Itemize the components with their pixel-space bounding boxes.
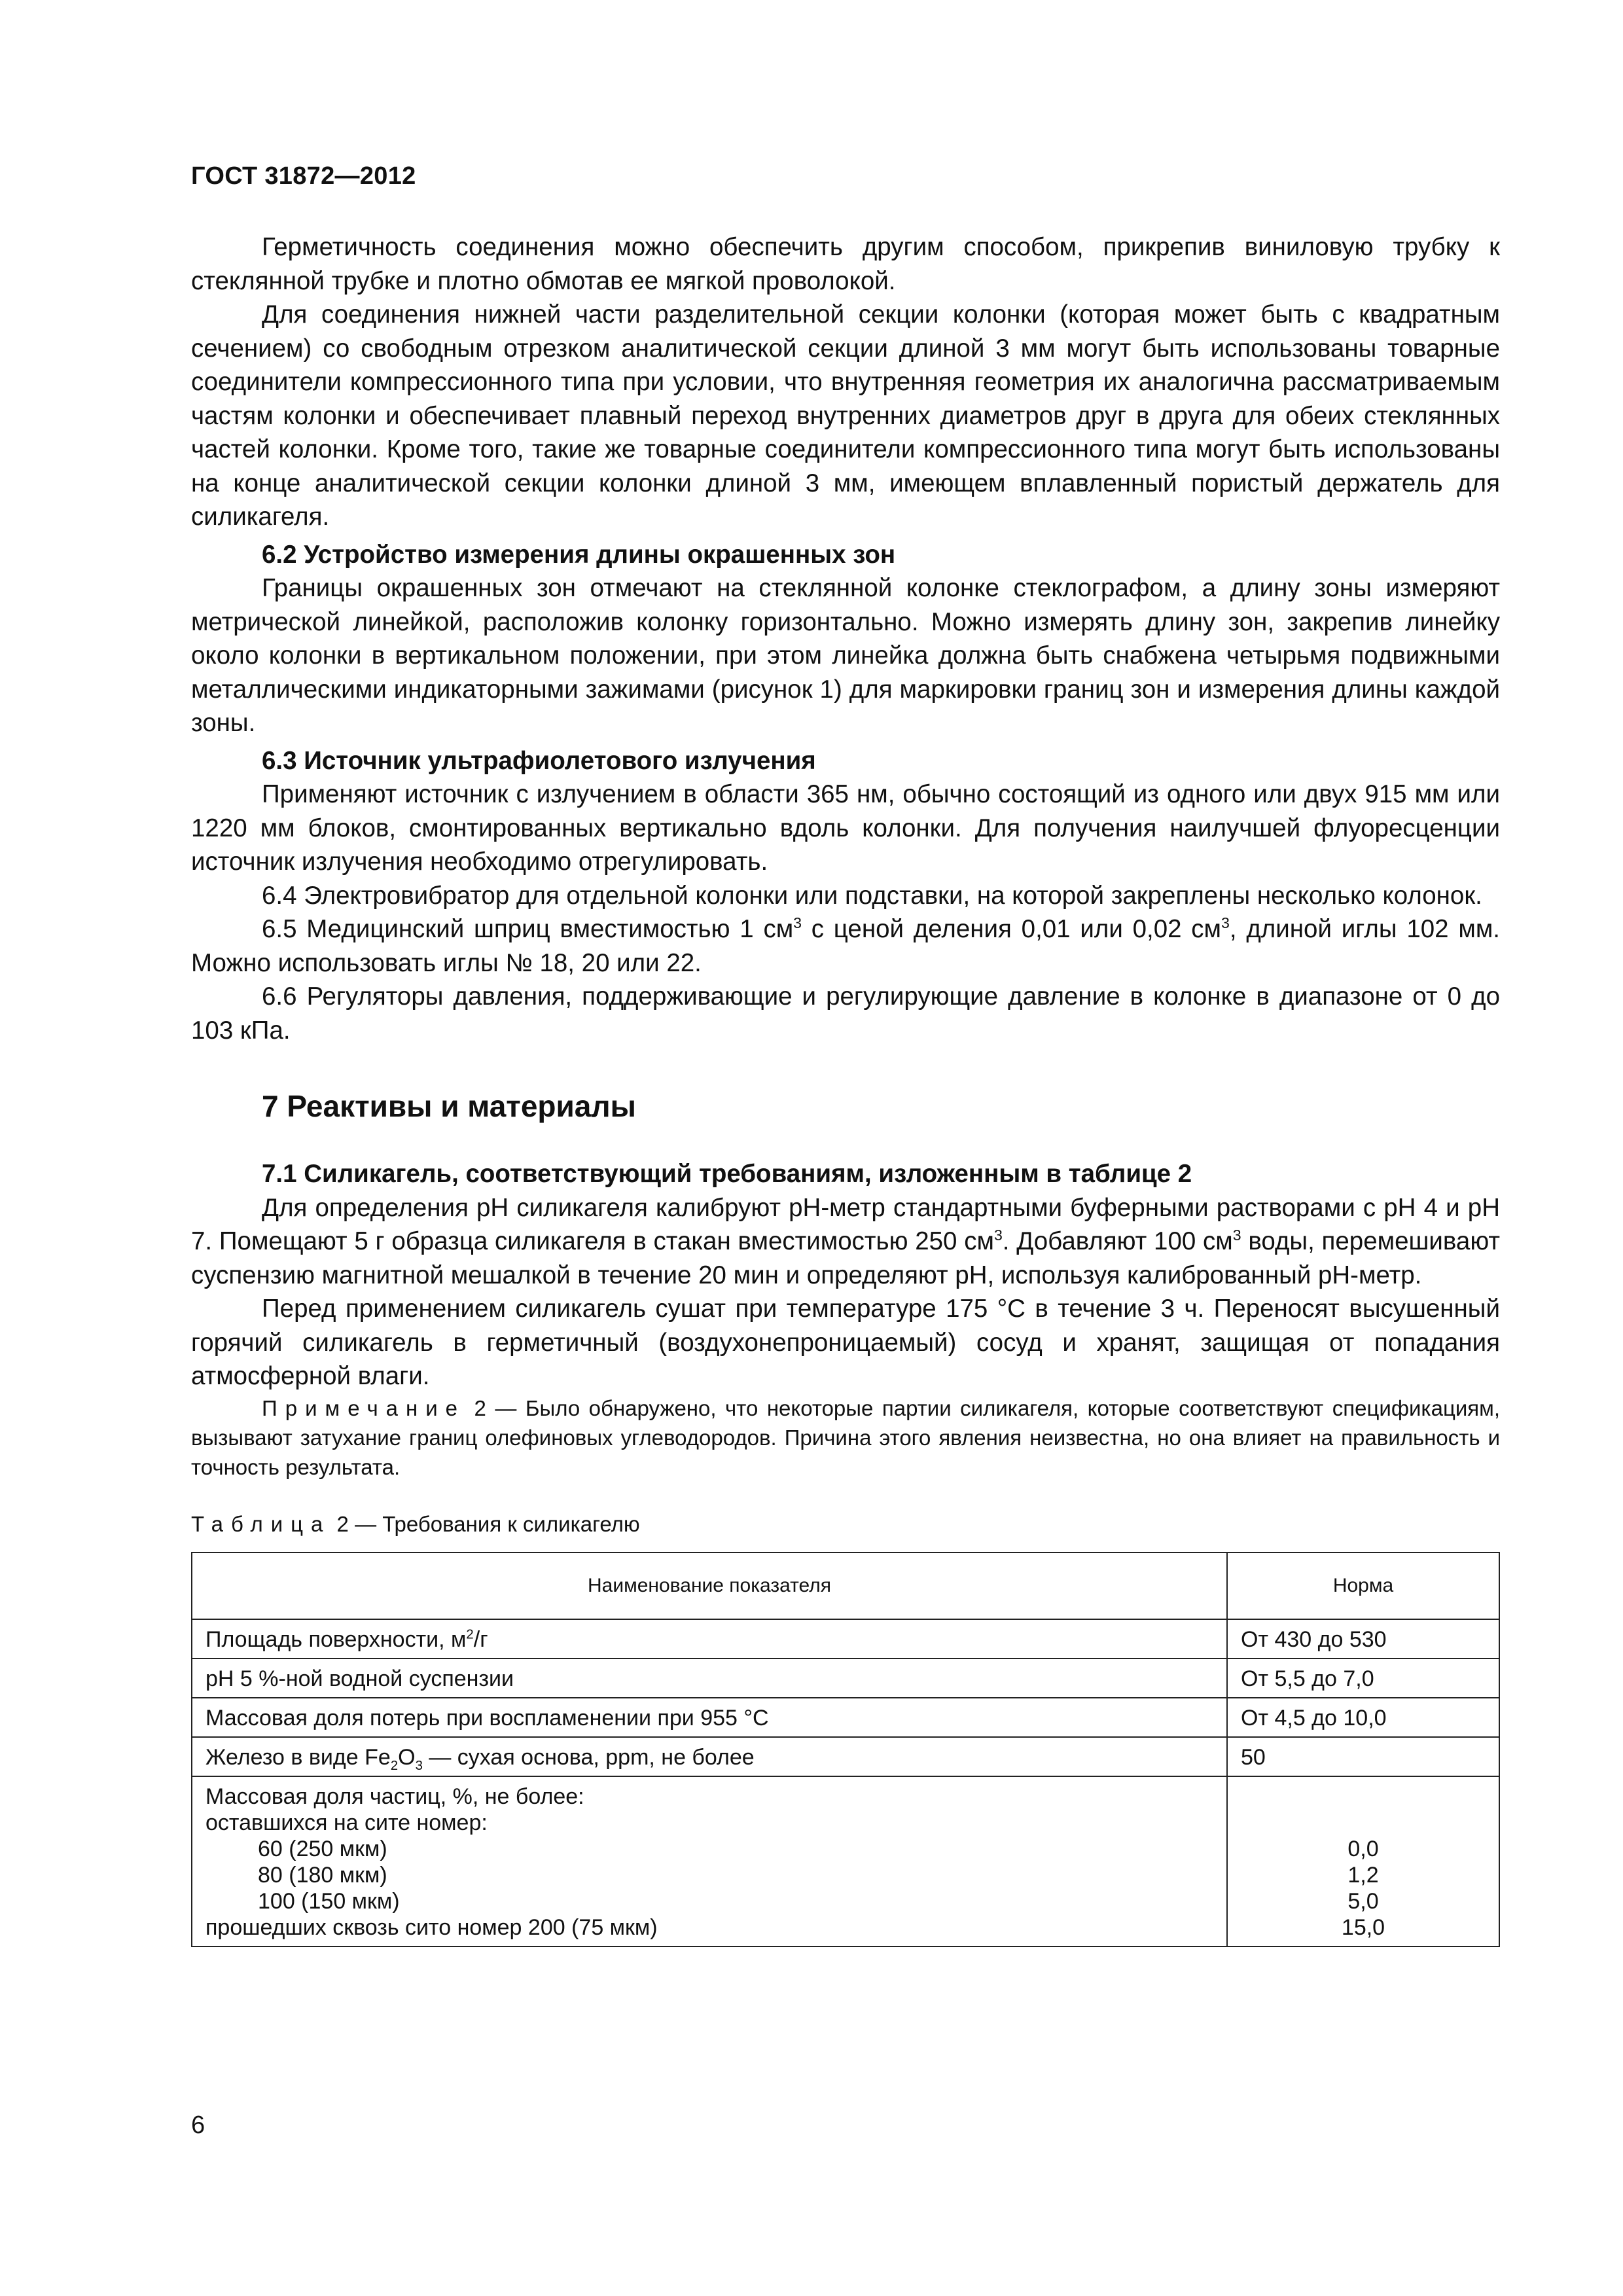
- paragraph: Перед применением силикагель сушат при температуре 175 °С в течение 3 ч. Переносят высушенный горячий силикагель в герметичный (воздухонепроницаемый) сосуд и хранят, защищая от попадания атмосферной влаги.: [191, 1295, 1500, 1390]
- document-header: ГОСТ 31872—2012: [191, 162, 416, 190]
- subsection-heading-6-2: 6.2 Устройство измерения длины окрашенных зон: [262, 540, 896, 569]
- particles-heading: Массовая доля частиц, %, не более:: [205, 1784, 584, 1809]
- table-cell: [192, 1776, 1227, 1946]
- section-heading-7: 7 Реактивы и материалы: [262, 1089, 636, 1123]
- paragraph: Герметичность соединения можно обеспечить другим способом, прикрепив виниловую трубку к стеклянной трубке и плотно обмотав ее мягкой проволокой.: [191, 233, 1500, 295]
- table-cell: pH 5 %-ной водной суспензии: [192, 1659, 1227, 1698]
- table-cell: Площадь поверхности, $м^2/г$: [192, 1619, 1227, 1659]
- page-number: 6: [191, 2111, 205, 2139]
- sieve-item: 80 (180 мкм): [258, 1862, 387, 1888]
- table-row: [192, 1776, 1499, 1946]
- note: [191, 1393, 1500, 1482]
- sieve-value: 15,0: [1341, 1914, 1385, 1940]
- particles-subheading: оставшихся на сите номер:: [205, 1810, 488, 1835]
- sieve-item: 100 (150 мкм): [258, 1888, 400, 1914]
- table-header-row: [192, 1552, 1499, 1619]
- table-row: [192, 1619, 1499, 1659]
- subsection-heading-6-3: 6.3 Источник ультрафиолетового излучения: [262, 746, 816, 775]
- table-cell: Железо в виде $Fe_2O_3$ — сухая основа, ppm, не более: [192, 1737, 1227, 1776]
- paragraph: Применяют источник с излучением в области 365 нм, обычно состоящий из одного или двух 915 мм или 1220 мм блоков, смонтированных вертикально вдоль колонки. Для получения наилучшей флуоресценции источник излучения необходимо отрегулировать.: [191, 780, 1500, 876]
- table-cell: От 4,5 до 10,0: [1227, 1698, 1499, 1737]
- table-row: [192, 1737, 1499, 1776]
- table-cell: [1227, 1776, 1499, 1946]
- table-cell: Массовая доля потерь при воспламенении при 955 °С: [192, 1698, 1227, 1737]
- note-text: 2 — Было обнаружено, что некоторые партии силикагеля, которые соответствуют спецификациям, вызывают затухание границ олефиновых углеводородов. Причина этого явления неизвестна, но она влияет на правильность и точность результата.: [191, 1395, 1500, 1479]
- sieve-item: 60 (250 мкм): [258, 1836, 387, 1861]
- table-cell: 50: [1227, 1737, 1499, 1776]
- paragraph: Для определения pH силикагеля калибруют pH-метр стандартными буферными растворами с pH 4 и pH 7. Помещают 5 г образца силикагеля в стакан вместимостью 250 $см^3$. Добавляют 100 $см^3$ воды, перемешивают суспензию магнитной мешалкой в течение 20 мин и определяют pH, используя калиброванный pH-метр.: [191, 1193, 1500, 1289]
- paragraph: Границы окрашенных зон отмечают на стеклянной колонке стеклографом, а длину зоны измеряют метрической линейкой, расположив колонку горизонтально. Можно измерять длину зон, закрепив линейку около колонки в вертикальном положении, при этом линейка должна быть снабжена четырьмя подвижными металлическими индикаторными зажимами (рисунок 1) для маркировки границ зон и измерения длины каждой зоны.: [191, 574, 1500, 737]
- table-caption: Таблица 2 — Требования к силикагелю: [191, 1511, 640, 1536]
- paragraph: 6.4 Электровибратор для отдельной колонки или подставки, на которой закреплены несколько колонок.: [262, 881, 1482, 910]
- note-label: Примечание: [262, 1395, 466, 1420]
- column-header: Наименование показателя: [192, 1552, 1227, 1619]
- table-row: [192, 1659, 1499, 1698]
- column-header: Норма: [1227, 1552, 1499, 1619]
- sieve-item: прошедших сквозь сито номер 200 (75 мкм): [205, 1914, 658, 1940]
- table-cell: От 5,5 до 7,0: [1227, 1659, 1499, 1698]
- sieve-value: 5,0: [1347, 1888, 1379, 1914]
- paragraph: 6.6 Регуляторы давления, поддерживающие и регулирующие давление в колонке в диапазоне от 0 до 103 кПа.: [191, 982, 1500, 1045]
- subsection-heading-7-1: 7.1 Силикагель, соответствующий требованиям, изложенным в таблице 2: [262, 1160, 1192, 1188]
- paragraph: Для соединения нижней части разделительной секции колонки (которая может быть с квадратным сечением) со свободным отрезком аналитической секции длиной 3 мм могут быть использованы товарные соединители компрессионного типа при условии, что внутренняя геометрия их аналогична рассматриваемым частям колонки и обеспечивает плавный переход внутренних диаметров друг в друга для обеих стеклянных частей колонки. Кроме того, такие же товарные соединители компрессионного типа могут быть использованы на конце аналитической секции колонки длиной 3 мм, имеющем вплавленный пористый держатель для силикагеля.: [191, 300, 1500, 531]
- page-content: [191, 230, 1500, 1947]
- sieve-value: 0,0: [1347, 1836, 1379, 1861]
- sieve-value: 1,2: [1347, 1862, 1379, 1888]
- table-cell: От 430 до 530: [1227, 1619, 1499, 1659]
- table-row: [192, 1698, 1499, 1737]
- paragraph: 6.5 Медицинский шприц вместимостью 1 $см^3$ с ценой деления 0,01 или 0,02 $см^3$, длиной иглы 102 мм. Можно использовать иглы № 18, 20 или 22.: [191, 914, 1500, 977]
- requirements-table: [191, 1552, 1500, 1947]
